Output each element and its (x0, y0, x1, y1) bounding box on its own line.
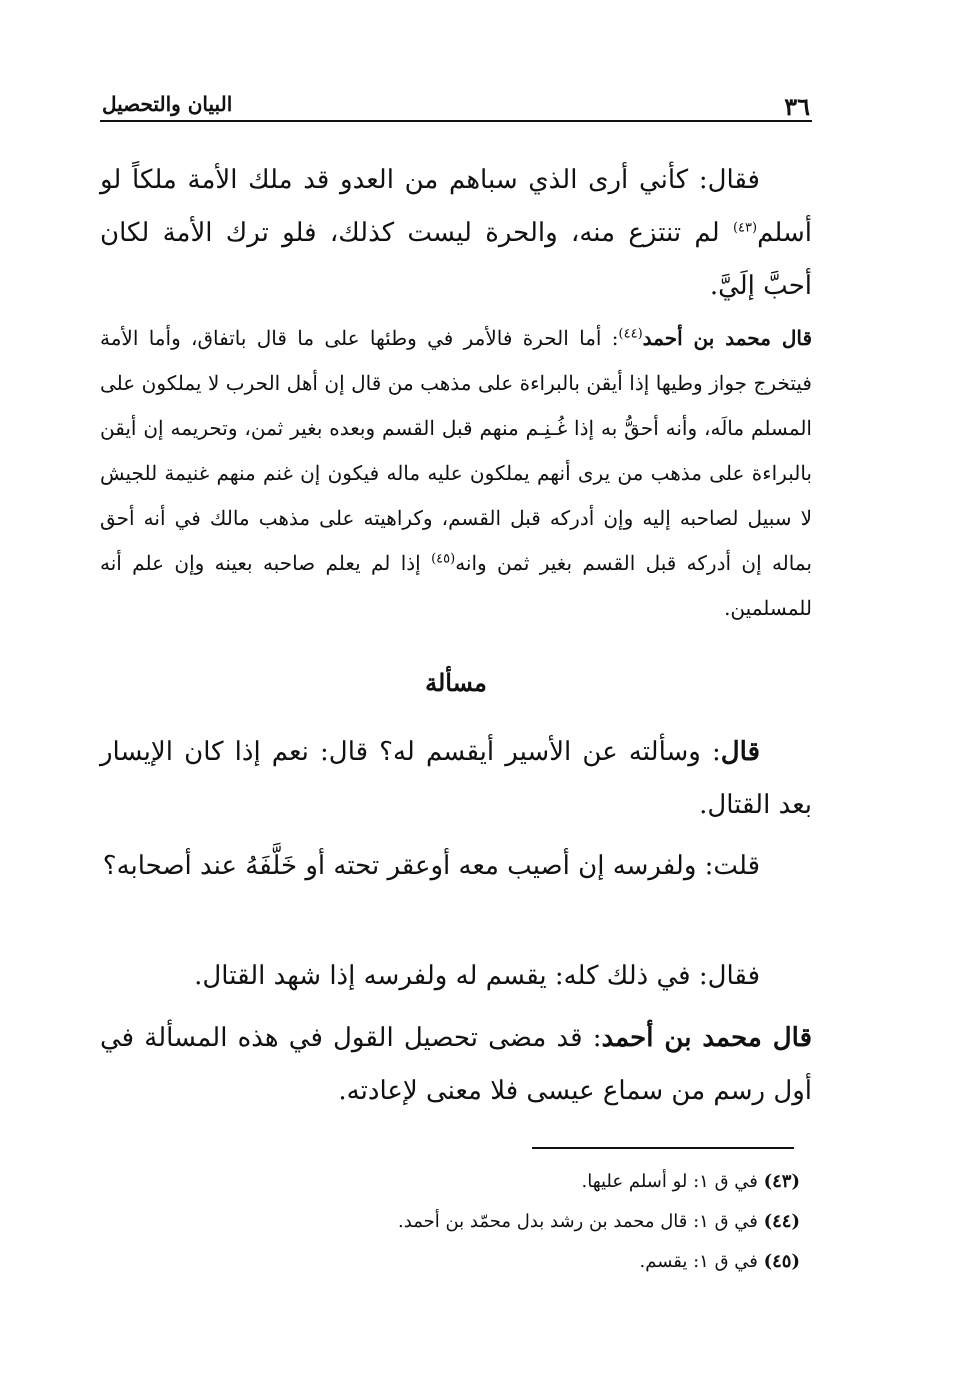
footnote-ref-44: (٤٤) (618, 326, 643, 342)
paragraph-5 (100, 950, 812, 1003)
paragraph-2 (100, 316, 812, 631)
footnote-text: في ق ١: يقسم. (639, 1251, 764, 1272)
speaker-label: قال (720, 737, 760, 767)
book-title: البيان والتحصيل (102, 92, 233, 116)
paragraph-5-text: فقال: في ذلك كله: يقسم له ولفرسه إذا شهد القتال. (194, 961, 760, 991)
footnote-number: (٤٣) (763, 1171, 800, 1192)
footnotes (100, 1162, 800, 1282)
footnote-ref-43: (٤٣) (732, 220, 758, 236)
footnote-text: في ق ١: قال محمد بن رشد بدل محمّد بن أحمد. (398, 1211, 764, 1232)
section-heading: مسألة (425, 668, 487, 697)
paragraph-6 (100, 1012, 812, 1118)
footnote-number: (٤٤) (763, 1211, 800, 1232)
footnote-43 (100, 1162, 800, 1202)
paragraph-4 (100, 840, 812, 893)
paragraph-6-text: : قد مضى تحصيل القول في هذه المسألة في أول رسم من سماع عيسى فلا معنى لإعادته. (100, 1023, 812, 1106)
speaker-label: قال محمد بن أحمد (601, 1023, 812, 1053)
page-number: ٣٦ (784, 92, 810, 121)
speaker-label: قال محمد بن أحمد (642, 326, 813, 350)
paragraph-1-text-a: فقال: كأني أرى الذي سباهم من العدو قد ملك الأمة ملكاً لو أسلم (100, 165, 812, 248)
footnote-number: (٤٥) (763, 1251, 800, 1272)
paragraph-1 (100, 154, 812, 313)
paragraph-2-text-b: إذا لم يعلم صاحبه بعينه وإن علم أنه للمسلمين. (100, 551, 812, 620)
paragraph-2-text-a: : أما الحرة فالأمر في وطئها على ما قال باتفاق، وأما الأمة فيتخرج جواز وطيها إذا أيقن بالبراءة على مذهب من قال إن أهل الحرب لا يملكون على المسلم مالَه، وأنه أحقُّ به إذا غُـنِـم منهم قبل القسم وبعده بغير ثمن، وتحريمه إن أيقن بالبراءة على مذهب من يرى أنهم يملكون عليه ماله فيكون إن غنم منهم غنيمة للجيش لا سبيل لصاحبه إليه وإن أدركه قبل القسم، وكراهيته على مذهب مالك في أنه أحق بماله إن أدركه قبل القسم بغير ثمن وانه (100, 326, 812, 575)
paragraph-3 (100, 726, 812, 832)
footnote-ref-45: (٤٥) (431, 551, 456, 567)
footnote-45 (100, 1242, 800, 1282)
footnote-divider (532, 1147, 794, 1149)
footnote-44 (100, 1202, 800, 1242)
footnote-text: في ق ١: لو أسلم عليها. (581, 1171, 764, 1192)
paragraph-4-text: قلت: ولفرسه إن أصيب معه أوعقر تحته أو خَلَّفَهُ عند أصحابه؟ (102, 851, 760, 881)
paragraph-3-text: : وسألته عن الأسير أيقسم له؟ قال: نعم إذا كان الإيسار بعد القتال. (100, 737, 812, 820)
paragraph-1-text-b: لم تنتزع منه، والحرة ليست كذلك، فلو ترك الأمة لكان أحبَّ إلَيَّ. (100, 218, 812, 301)
running-header (100, 86, 812, 122)
